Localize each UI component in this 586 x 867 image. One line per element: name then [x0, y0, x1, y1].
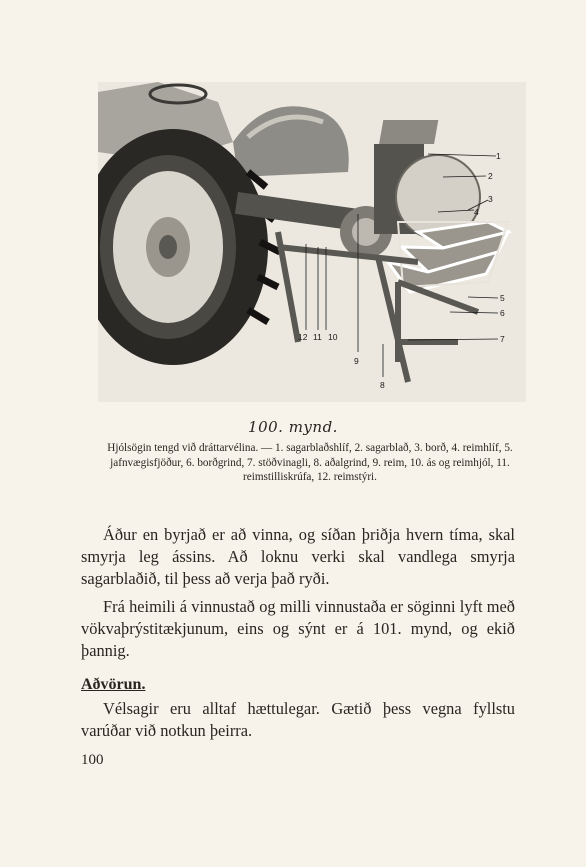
- callout-1: 1: [496, 151, 501, 161]
- paragraph-transport: Frá heimili á vinnustað og milli vinnustaða er söginni lyft með vökvaþrýstitækjunum, eins og sýnt er á 101. mynd, og ekið þannig.: [81, 597, 515, 660]
- callout-9: 9: [354, 356, 359, 366]
- callout-12: 12: [298, 332, 308, 342]
- callout-6: 6: [500, 308, 505, 318]
- callout-11: 11: [313, 332, 322, 342]
- figure-caption: Hjólsögin tengd við dráttarvélina. — 1. sagarblaðshlíf, 2. sagarblað, 3. borð, 4. reimhlíf, 5. jafnvægisfjöður, 6. borðgrind, 7. stöðvinagli, 8. aðalgrind, 9. reim, 10. ás og reimhjól, 11. reimstilliskrúfa, 12. reimstýri.: [107, 442, 513, 484]
- figure-title: 100. mynd.: [248, 418, 338, 436]
- paragraph-lubrication: Áður en byrjað er að vinna, og síðan þriðja hvern tíma, skal smyrja leg ássins. Að loknu verki skal vandlega smyrja sagarblaðið, til þess að verja það ryði.: [81, 525, 515, 588]
- callout-5: 5: [500, 293, 505, 303]
- warning-heading: Aðvörun.: [81, 676, 146, 693]
- page-number: 100: [81, 752, 104, 768]
- callout-3: 3: [488, 194, 493, 204]
- callout-2: 2: [488, 171, 493, 181]
- tractor-saw-illustration: [98, 82, 526, 402]
- callout-8: 8: [380, 380, 385, 390]
- callout-4: 4: [474, 207, 479, 217]
- tractor-saw-photo: [98, 82, 526, 402]
- callout-10: 10: [328, 332, 338, 342]
- warning-text: Vélsagir eru alltaf hættulegar. Gætið þess vegna fyllstu varúðar við notkun þeirra.: [81, 699, 515, 740]
- callout-7: 7: [500, 334, 505, 344]
